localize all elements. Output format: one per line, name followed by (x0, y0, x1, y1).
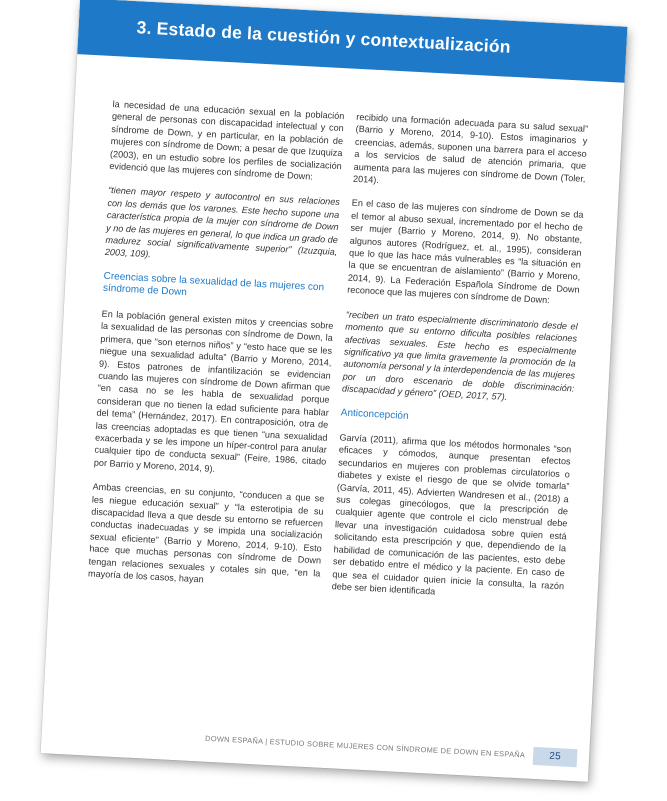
section-title: 3. Estado de la cuestión y contextualización (136, 17, 512, 57)
left-column (87, 98, 345, 604)
paragraph: recibido una formación adecuada para su salud sexual” (Barrio y Moreno, 2014, 9-10). Estos imaginarios y creencias, además, suponen una barrera para el acceso a los servicios de salud de atención primaria, que aumenta para las mujeres con síndrome de Down (Toler, 2014). (352, 111, 589, 186)
block-quote: “tienen mayor respeto y autocontrol en sus relaciones con los demás que los varones. Este hecho supone una característica propia de la mujer con síndrome de Down y no de las mujeres en general, lo que indica un grado de madurez social significativamente superior” (Izuzquia, 2003, 109). (104, 185, 341, 260)
paragraph: la necesidad de una educación sexual en la población general de personas con discapacidad intelectual y con síndrome de Down, y en particular, en la población de mujeres con síndrome de Down; a pesar de que Izuquiza (2003), en un estudio sobre los perfiles de socialización evidenció que las mujeres con síndrome de Down: (109, 99, 345, 182)
footer-credit: DOWN ESPAÑA | ESTUDIO SOBRE MUJERES CON SÍNDROME DE DOWN EN ESPAÑA (204, 733, 526, 760)
paragraph: Garvía (2011), afirma que los métodos hormonales “son eficaces y cómodos, aunque presentan efectos secundarios en mujeres con problemas circulatorios o diabetes y existe el riesgo de que se olvide tomarla” (Garvía, 2011, 45). Advierten Wandresen et al., (2018) a sus colegas ginecólogos, que la prescripción de cualquier agente que controle el ciclo menstrual debe llevar una investigación cuidadosa sobre quien está solicitando esta prescripción y que, dependiendo de la habilidad de comunicación de las pacientes, esto debe ser debatido entre el médico y la paciente. En caso de que sea el cuidador quien inicie la consulta, la razón debe ser bien identificada (331, 432, 572, 597)
paragraph: Ambas creencias, en su conjunto, “conducen a que se les niegue educación sexual” y “la esterotipia de su discapacidad lleva a que desde su entorno se refuercen conductas inadecuadas y se impida una socialización sexual eficiente” (Barrio y Moreno, 2014, 9-10). Esto hace que muchas personas con síndrome de Down tengan relaciones sexuales y cotales sin que, “en la mayoría de los casos, hayan (87, 481, 325, 585)
document-page (41, 0, 628, 782)
page-number: 25 (533, 747, 578, 767)
paragraph: En la población general existen mitos y creencias sobre la sexualidad de las personas con síndrome de Down, la primera, que “son eternos niños” y “esto hace que se les niegue una sexualidad adulta” (Barrio y Moreno, 2014, 9). Estos patrones de infantilización se evidencian cuando las mujeres con síndrome de Down afirman que “en casa no se les habla de sexualidad porque consideran que no tienen la edad suficiente para hablar del tema” (Hernández, 2017). En contraposición, otra de las creencias adoptadas es que tienen “una sexualidad exacerbada y se les impone un híper-control para anular cualquier tipo de conducta sexual” (Feire, 1986, citado por Barrio y Moreno, 2014, 9). (93, 308, 334, 474)
block-quote: “reciben un trato especialmente discriminatorio desde el momento que su entorno dificulta posibles relaciones afectivas sexuales. Este hecho es especialmente significativo ya que limita gravemente la promoción de la autonomía personal y la interdependencia de las mujeres por un doro escenario de doble discriminación: discapacidad y género” (OED, 2017, 57). (341, 309, 578, 403)
subsection-heading: Creencias sobre la sexualidad de las mujeres con síndrome de Down (102, 270, 325, 299)
paragraph: En el caso de las mujeres con síndrome de Down se da el temor al abuso sexual, incrementado por el hecho de ser mujer (Barrio y Moreno, 2014, 9). No obstante, algunos autores (Rodríguez, et. al., 1995), consideran que lo que las hace más vulnerables es “la situación en la que se encuentran de aislamiento” (Barrio y Moreno, 2014, 9). La Federación Española Síndrome de Down reconoce que las mujeres con síndrome de Down: (346, 198, 584, 306)
section-banner (77, 0, 627, 83)
subsection-heading: Anticoncepción (340, 406, 409, 422)
right-column (331, 111, 589, 617)
page-footer (81, 723, 589, 768)
